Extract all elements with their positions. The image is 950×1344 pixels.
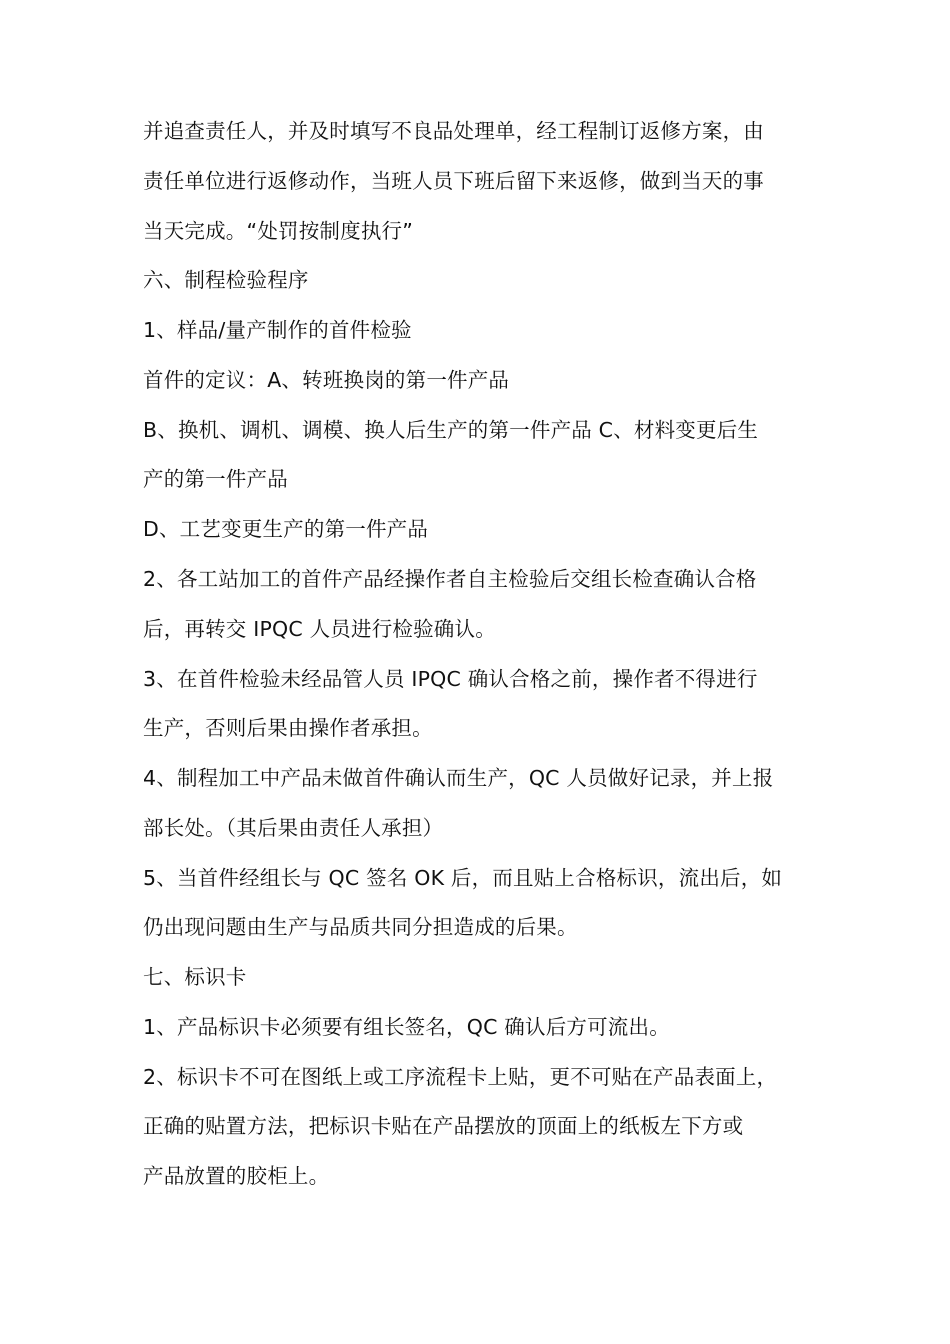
text-line-3: 当天完成。“处罚按制度执行” (143, 219, 414, 243)
text-line-7: B、换机、调机、调模、换人后生产的第一件产品 C、材料变更后生 (143, 418, 759, 442)
text-line-1: 并追查责任人，并及时填写不良品处理单，经工程制订返修方案，由 (143, 119, 764, 143)
text-line-12: 3、在首件检验未经品管人员 IPQC 确认合格之前，操作者不得进行 (143, 667, 758, 691)
text-line-20: 2、标识卡不可在图纸上或工序流程卡上贴，更不可贴在产品表面上， (143, 1065, 778, 1089)
text-line-19: 1、产品标识卡必须要有组长签名，QC 确认后方可流出。 (143, 1015, 670, 1039)
text-line-9: D、工艺变更生产的第一件产品 (143, 517, 429, 541)
text-line-5: 1、样品/量产制作的首件检验 (143, 318, 412, 342)
text-line-6: 首件的定议：A、转班换岗的第一件产品 (143, 368, 510, 392)
text-line-21: 正确的贴置方法，把标识卡贴在产品摆放的顶面上的纸板左下方或 (143, 1114, 744, 1138)
text-line-22: 产品放置的胶柜上。 (143, 1164, 330, 1188)
text-line-13: 生产，否则后果由操作者承担。 (143, 716, 433, 740)
text-line-2: 责任单位进行返修动作，当班人员下班后留下来返修，做到当天的事 (143, 169, 764, 193)
text-line-15: 部长处。（其后果由责任人承担） (143, 816, 444, 840)
text-line-16: 5、当首件经组长与 QC 签名 OK 后，而且贴上合格标识，流出后，如 (143, 866, 783, 890)
section-heading-7: 七、标识卡 (143, 965, 247, 989)
text-line-8: 产的第一件产品 (143, 467, 288, 491)
text-line-10: 2、各工站加工的首件产品经操作者自主检验后交组长检查确认合格 (143, 567, 757, 591)
text-line-14: 4、制程加工中产品未做首件确认而生产，QC 人员做好记录，并上报 (143, 766, 774, 790)
text-line-11: 后，再转交 IPQC 人员进行检验确认。 (143, 617, 496, 641)
text-line-17: 仍出现问题由生产与品质共同分担造成的后果。 (143, 915, 578, 939)
section-heading-6: 六、制程检验程序 (143, 268, 309, 292)
